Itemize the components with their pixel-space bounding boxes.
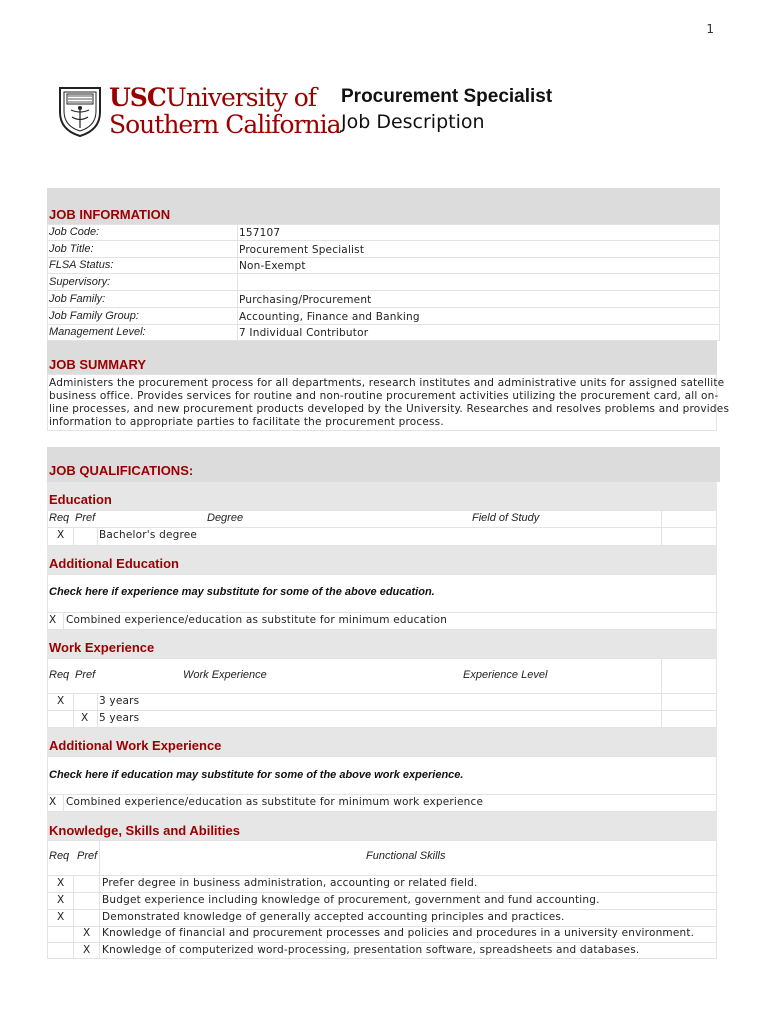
job-summary-text [49,377,729,429]
summary-line: Administers the procurement process for all departments, research institutes and administrative units for assigned satellite [49,377,725,389]
additional-work-check-text: Check here if education may substitute for some of the above work experience. [49,769,464,781]
ksa-row-pref: X [83,927,91,940]
column-divider [73,693,74,727]
additional-work-heading: Additional Work Experience [49,738,222,753]
ksa-col-pref: Pref [77,850,98,862]
work-col-level: Experience Level [463,669,548,681]
education-band [47,482,717,510]
ksa-row-skill: Knowledge of computerized word-processing, presentation software, spreadsheets and databases. [102,944,640,957]
row-divider [47,273,720,274]
additional-work-item: Combined experience/education as substitute for minimum work experience [66,796,484,808]
job-info-label: Job Code: [49,226,100,238]
job-summary-heading: JOB SUMMARY [49,357,147,372]
column-divider [97,527,98,545]
ksa-col-req: Req [49,850,70,862]
work-row-text: 3 years [99,695,140,707]
education-col-degree: Degree [207,512,244,524]
row-divider [48,527,716,528]
job-info-value: 157107 [239,227,281,239]
additional-education-checkbox[interactable]: X [49,614,57,626]
ksa-col-skills: Functional Skills [366,850,446,862]
ksa-row-skill: Budget experience including knowledge of procurement, government and fund accounting. [102,893,600,906]
job-info-label: Job Family Group: [49,309,139,322]
ksa-row-pref: X [83,944,91,957]
row-divider [47,324,720,325]
document-title: Procurement Specialist [341,86,553,107]
page-number: 1 [706,22,714,36]
work-row-pref: X [81,712,89,724]
column-divider [73,527,74,545]
job-info-label: FLSA Status: [49,259,114,272]
education-col-field: Field of Study [472,512,540,524]
work-col-pref: Pref [75,669,96,681]
work-experience-heading: Work Experience [49,640,155,655]
ksa-row-req: X [57,877,65,889]
row-divider [47,290,720,291]
job-info-value: Accounting, Finance and Banking [239,310,420,323]
education-col-pref: Pref [75,512,96,524]
job-summary-band [47,341,717,374]
row-divider [48,612,716,613]
job-info-value: Purchasing/Procurement [239,293,372,306]
ksa-row-skill: Prefer degree in business administration, accounting or related field. [102,877,478,889]
ksa-heading: Knowledge, Skills and Abilities [49,823,240,838]
logo-usc-text: USC [109,83,166,112]
additional-education-item: Combined experience/education as substitute for minimum education [66,614,448,626]
column-divider [63,612,64,629]
job-info-value: 7 Individual Contributor [239,327,369,340]
column-divider [97,693,98,727]
job-info-label: Management Level: [49,326,146,339]
column-divider [99,841,100,958]
usc-seal-icon [57,84,103,138]
additional-work-checkbox[interactable]: X [49,796,57,808]
row-divider [48,710,716,711]
ksa-row-skill: Demonstrated knowledge of generally accepted accounting principles and practices. [102,910,565,923]
job-info-label: Job Title: [49,242,94,255]
row-divider [48,794,716,795]
work-col-req: Req [49,669,70,681]
additional-education-check-text: Check here if experience may substitute for some of the above education. [49,586,435,598]
ksa-row-skill: Knowledge of financial and procurement processes and policies and procedures in a university environment. [102,927,695,940]
column-divider [661,511,662,545]
column-divider [63,794,64,811]
logo-wordmark-line1 [109,84,316,112]
row-divider [47,257,720,258]
row-divider [48,942,716,943]
summary-line: business office. Provides services for routine and non-routine procurement activities utilizing the procurement card, all on- [49,390,719,402]
row-divider [47,307,720,308]
column-divider [73,875,74,958]
additional-education-heading: Additional Education [49,556,179,571]
ksa-row-req: X [57,893,65,906]
education-heading: Education [49,492,112,507]
row-divider [48,875,716,876]
column-divider [661,659,662,727]
logo-university-text: University of [165,83,317,112]
work-col-experience: Work Experience [183,669,267,681]
ksa-row-req: X [57,910,65,923]
job-info-label: Supervisory: [49,276,111,289]
education-row-req: X [57,529,65,541]
education-row-degree: Bachelor's degree [99,529,198,541]
logo-wordmark-line2: Southern California [109,110,341,139]
education-col-req: Req [49,512,70,524]
summary-line: line processes, and new procurement products developed by the University. Researches and resolves problems and provides [49,403,730,415]
work-row-req: X [57,695,65,707]
work-experience-table [47,658,717,728]
qualifications-heading: JOB QUALIFICATIONS: [49,463,194,478]
job-info-value: Non-Exempt [239,260,306,273]
summary-line: information to appropriate parties to facilitate the procurement process. [49,416,444,428]
job-information-heading: JOB INFORMATION [49,207,171,222]
job-info-label: Job Family: [49,292,106,305]
row-divider [48,693,716,694]
work-row-text: 5 years [99,712,140,724]
row-divider [47,240,720,241]
job-info-value: Procurement Specialist [239,243,365,256]
document-subtitle: Job Description [341,111,485,133]
